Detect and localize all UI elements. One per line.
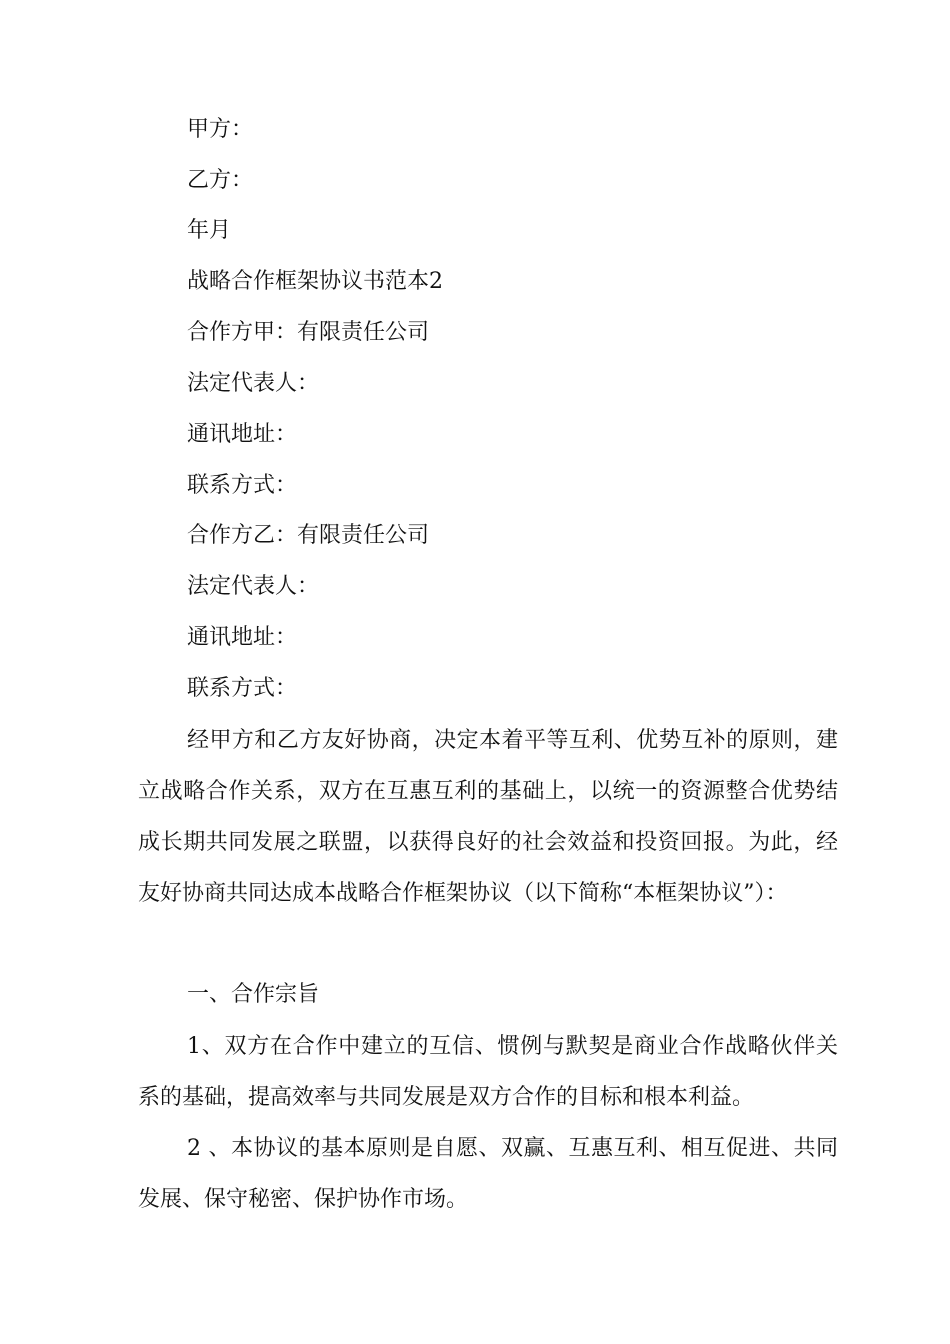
party-a-company: 合作方甲：有限责任公司 [187, 320, 430, 345]
date-label: 年月 [187, 218, 232, 243]
intro-paragraph: 经甲方和乙方友好协商，决定本着平等互利、优势互补的原则，建立战略合作关系，双方在互惠互利的基础上，以统一的资源整合优势结成长期共同发展之联盟，以获得良好的社会效益和投资回报。为此，经友好协商共同达成本战略合作框架协议（以下简称“本框架协议”）： [138, 728, 838, 906]
party-b-legal-representative: 法定代表人： [187, 574, 320, 599]
party-b-label: 乙方： [187, 168, 254, 193]
party-b-company: 合作方乙：有限责任公司 [187, 523, 430, 548]
party-a-contact: 联系方式： [187, 473, 298, 498]
section-heading: 一、合作宗旨 [187, 982, 320, 1007]
party-a-address: 通讯地址： [187, 422, 298, 447]
document-title: 战略合作框架协议书范本2 [187, 269, 443, 294]
party-b-address: 通讯地址： [187, 625, 298, 650]
clause-2: 2 、本协议的基本原则是自愿、双赢、互惠互利、相互促进、共同发展、保守秘密、保护协作市场。 [138, 1136, 838, 1212]
clause-1: 1、双方在合作中建立的互信、惯例与默契是商业合作战略伙伴关系的基础，提高效率与共同发展是双方合作的目标和根本利益。 [138, 1034, 838, 1110]
party-a-legal-representative: 法定代表人： [187, 371, 320, 396]
party-b-contact: 联系方式： [187, 676, 298, 701]
party-a-label: 甲方： [187, 117, 254, 142]
